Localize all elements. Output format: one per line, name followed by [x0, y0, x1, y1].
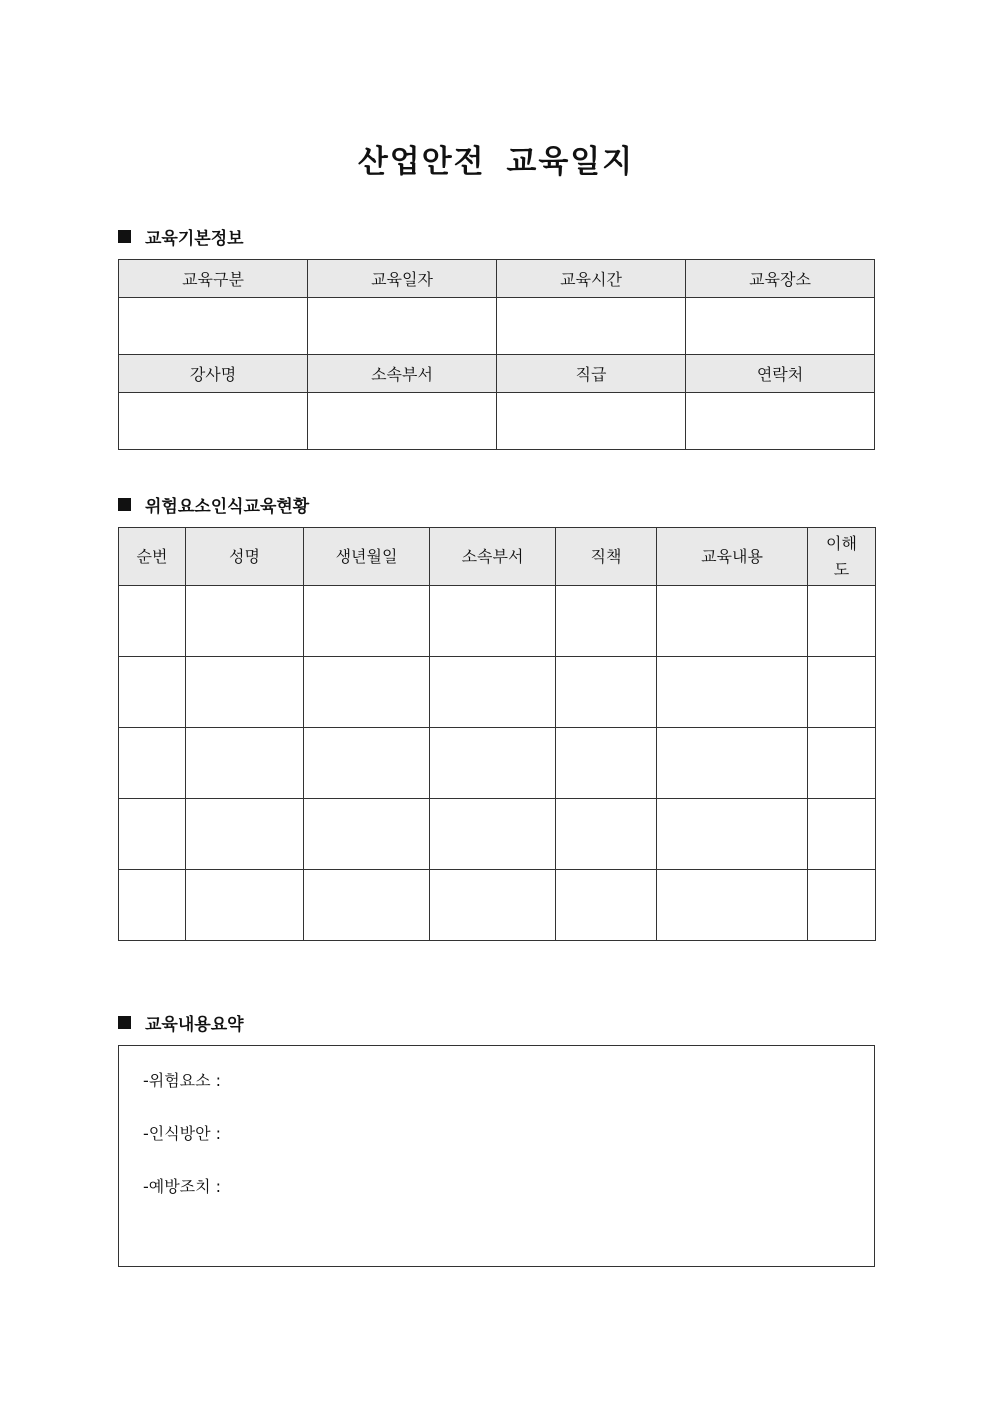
table-cell[interactable]: [657, 799, 808, 870]
square-bullet-icon: [118, 230, 131, 243]
section-heading-label: 교육기본정보: [145, 229, 244, 249]
table-cell[interactable]: [430, 870, 556, 941]
table-cell[interactable]: [186, 657, 304, 728]
summary-line-prevention-measure: -예방조치 :: [143, 1177, 222, 1196]
table-cell[interactable]: [556, 586, 657, 657]
risk-education-table: [118, 527, 876, 941]
header-cell-position: 직책: [556, 528, 657, 586]
table-cell[interactable]: [657, 728, 808, 799]
section-heading-summary: [118, 1010, 244, 1035]
table-cell[interactable]: [304, 728, 430, 799]
table-cell[interactable]: [808, 586, 876, 657]
header-cell-department: 소속부서: [430, 528, 556, 586]
table-cell[interactable]: [119, 870, 186, 941]
section-heading-label: 교육내용요약: [145, 1015, 244, 1035]
table-row: [119, 586, 876, 657]
header-row: [119, 260, 875, 298]
input-cell-edu-type[interactable]: [119, 298, 308, 355]
input-cell-edu-place[interactable]: [686, 298, 875, 355]
input-cell-contact[interactable]: [686, 393, 875, 450]
input-row: [119, 298, 875, 355]
header-cell-edu-place: 교육장소: [686, 260, 875, 298]
header-cell-edu-date: 교육일자: [308, 260, 497, 298]
table-cell[interactable]: [304, 870, 430, 941]
table-cell[interactable]: [186, 586, 304, 657]
summary-line-recognition-method: -인식방안 :: [143, 1124, 222, 1143]
table-cell[interactable]: [808, 799, 876, 870]
header-cell-department: 소속부서: [308, 355, 497, 393]
table-row: [119, 657, 876, 728]
table-cell[interactable]: [808, 870, 876, 941]
table-row: [119, 728, 876, 799]
table-cell[interactable]: [304, 657, 430, 728]
table-cell[interactable]: [186, 728, 304, 799]
table-cell[interactable]: [556, 870, 657, 941]
square-bullet-icon: [118, 498, 131, 511]
square-bullet-icon: [118, 1016, 131, 1029]
table-cell[interactable]: [808, 657, 876, 728]
header-cell-edu-content: 교육내용: [657, 528, 808, 586]
summary-box[interactable]: [118, 1045, 875, 1267]
table-cell[interactable]: [119, 657, 186, 728]
table-cell[interactable]: [556, 657, 657, 728]
table-cell[interactable]: [556, 799, 657, 870]
section-heading-basic-info: [118, 224, 244, 249]
input-cell-department[interactable]: [308, 393, 497, 450]
table-row: [119, 799, 876, 870]
header-cell-edu-type: 교육구분: [119, 260, 308, 298]
header-cell-contact: 연락처: [686, 355, 875, 393]
table-cell[interactable]: [430, 728, 556, 799]
document-title: 산업안전 교육일지: [357, 144, 635, 180]
header-cell-edu-time: 교육시간: [497, 260, 686, 298]
table-cell[interactable]: [657, 657, 808, 728]
section-heading-risk-education: [118, 492, 309, 517]
table-cell[interactable]: [186, 870, 304, 941]
table-cell[interactable]: [304, 586, 430, 657]
header-row: [119, 355, 875, 393]
table-row: [119, 870, 876, 941]
table-cell[interactable]: [304, 799, 430, 870]
table-cell[interactable]: [657, 586, 808, 657]
table-cell[interactable]: [430, 586, 556, 657]
header-cell-instructor: 강사명: [119, 355, 308, 393]
summary-line-risk-factor: -위험요소 :: [143, 1071, 222, 1090]
table-cell[interactable]: [657, 870, 808, 941]
header-cell-birthdate: 생년월일: [304, 528, 430, 586]
header-cell-rank: 직급: [497, 355, 686, 393]
header-cell-number: 순번: [119, 528, 186, 586]
header-row: [119, 528, 876, 586]
input-cell-instructor[interactable]: [119, 393, 308, 450]
input-row: [119, 393, 875, 450]
table-cell[interactable]: [430, 799, 556, 870]
table-cell[interactable]: [808, 728, 876, 799]
input-cell-edu-time[interactable]: [497, 298, 686, 355]
table-cell[interactable]: [186, 799, 304, 870]
table-cell[interactable]: [430, 657, 556, 728]
table-cell[interactable]: [556, 728, 657, 799]
table-cell[interactable]: [119, 728, 186, 799]
header-cell-name: 성명: [186, 528, 304, 586]
input-cell-edu-date[interactable]: [308, 298, 497, 355]
header-cell-understanding: 이해 도: [808, 528, 876, 586]
input-cell-rank[interactable]: [497, 393, 686, 450]
table-cell[interactable]: [119, 586, 186, 657]
section-heading-label: 위험요소인식교육현황: [145, 497, 310, 517]
table-cell[interactable]: [119, 799, 186, 870]
basic-info-table: [118, 259, 875, 450]
